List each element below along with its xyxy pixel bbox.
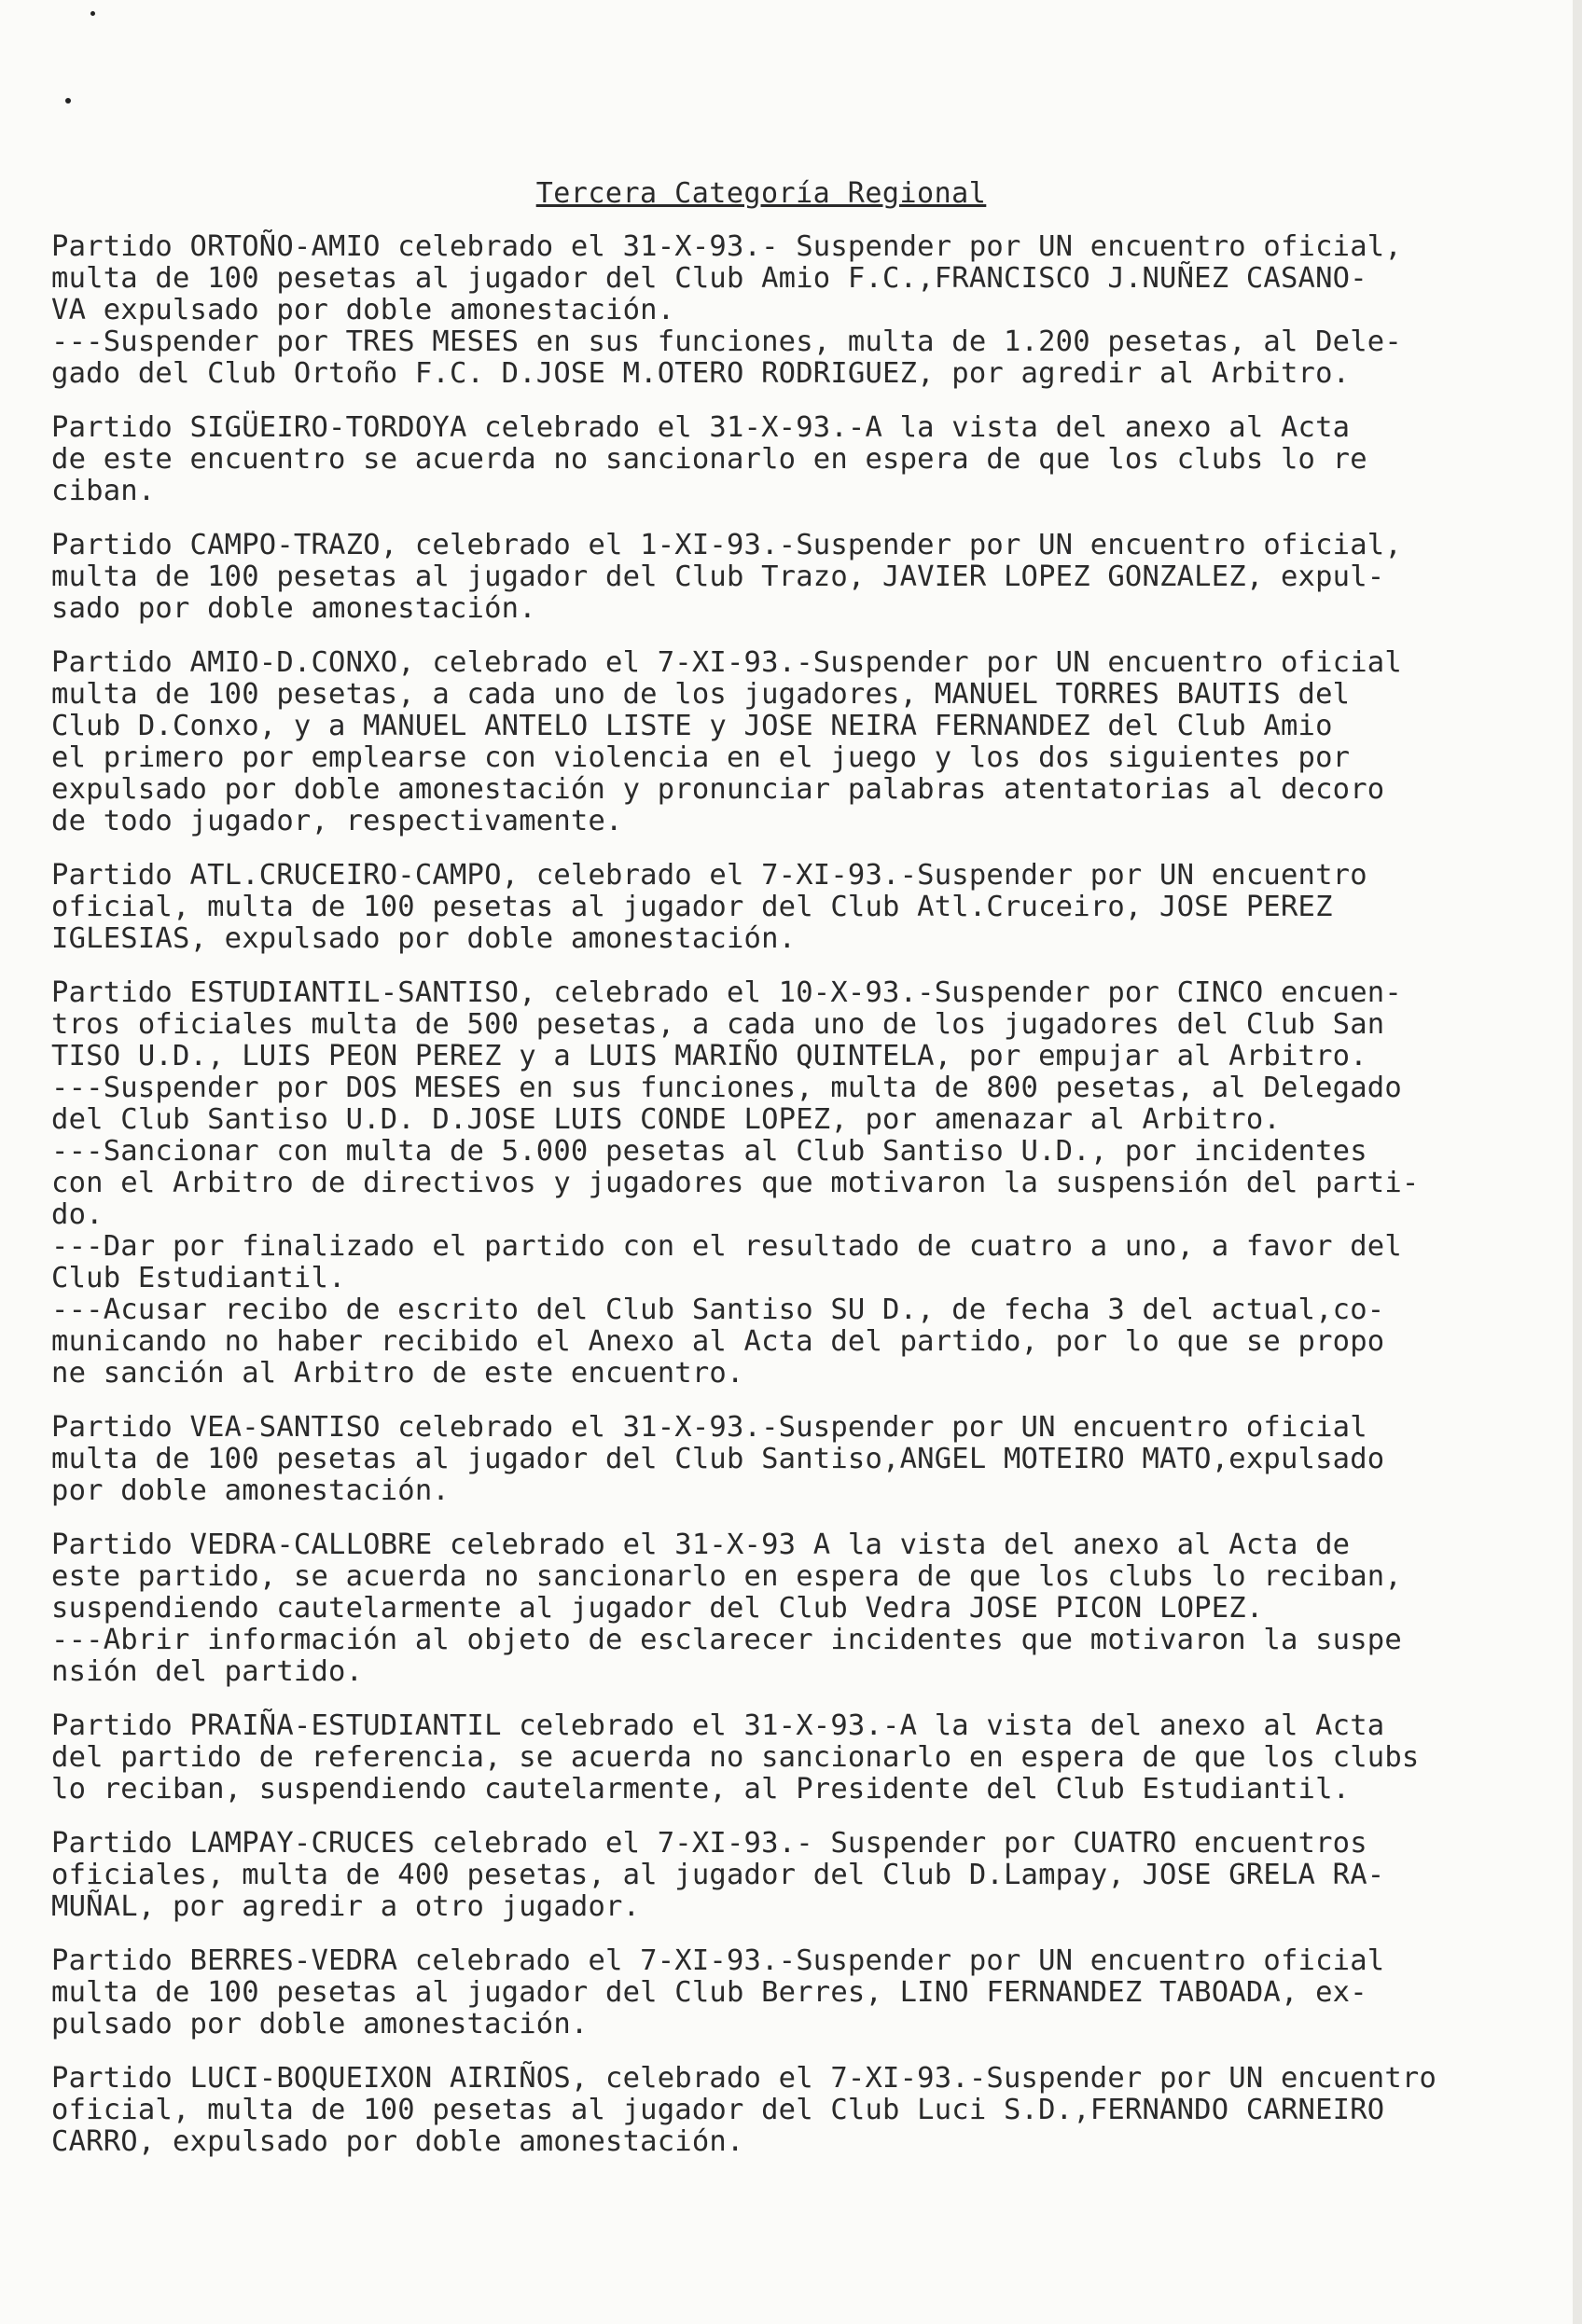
text-line: tros oficiales multa de 500 pesetas, a cada uno de los jugadores del Club San	[51, 1008, 1385, 1041]
text-line: Partido LUCI-BOQUEIXON AIRIÑOS, celebrado el 7-XI-93.-Suspender por UN encuentro	[51, 2062, 1437, 2095]
text-line: multa de 100 pesetas al jugador del Club Berres, LINO FERNANDEZ TABOADA, ex-	[51, 1976, 1367, 2009]
match-entry	[51, 647, 1530, 837]
text-line: Partido LAMPAY-CRUCES celebrado el 7-XI-93.- Suspender por CUATRO encuentros	[51, 1827, 1367, 1860]
text-line: ne sanción al Arbitro de este encuentro.	[51, 1357, 744, 1390]
match-entry	[51, 1529, 1530, 1688]
text-line: do.	[51, 1198, 104, 1231]
text-line: VA expulsado por doble amonestación.	[51, 294, 675, 326]
text-line: de este encuentro se acuerda no sancionarlo en espera de que los clubs lo re	[51, 443, 1367, 476]
match-entry	[51, 977, 1530, 1390]
text-line: Club Estudiantil.	[51, 1262, 346, 1294]
match-entry	[51, 530, 1530, 625]
text-line: expulsado por doble amonestación y pronunciar palabras atentatorias al decoro	[51, 773, 1385, 806]
text-line: del Club Santiso U.D. D.JOSE LUIS CONDE LOPEZ, por amenazar al Arbitro.	[51, 1103, 1281, 1136]
paragraph-gap	[51, 1688, 1530, 1710]
text-line: ---Sancionar con multa de 5.000 pesetas al Club Santiso U.D., por incidentes	[51, 1135, 1367, 1168]
text-line: Partido SIGÜEIRO-TORDOYA celebrado el 31-X-93.-A la vista del anexo al Acta	[51, 411, 1351, 444]
text-line: multa de 100 pesetas al jugador del Club Santiso,ANGEL MOTEIRO MATO,expulsado	[51, 1443, 1385, 1475]
paragraph-gap	[51, 625, 1530, 647]
match-entry	[51, 860, 1530, 955]
document-body	[51, 231, 1530, 2158]
text-line: Partido ORTOÑO-AMIO celebrado el 31-X-93.- Suspender por UN encuentro oficial,	[51, 230, 1402, 263]
text-line: oficial, multa de 100 pesetas al jugador del Club Atl.Cruceiro, JOSE PEREZ	[51, 891, 1333, 923]
paragraph-gap	[51, 390, 1530, 412]
text-line: ---Suspender por DOS MESES en sus funciones, multa de 800 pesetas, al Delegado	[51, 1072, 1402, 1104]
text-line: ---Dar por finalizado el partido con el resultado de cuatro a uno, a favor del	[51, 1230, 1402, 1263]
paragraph-gap	[51, 955, 1530, 977]
specks-mark	[90, 11, 95, 16]
text-line: de todo jugador, respectivamente.	[51, 805, 623, 837]
text-line: Partido AMIO-D.CONXO, celebrado el 7-XI-93.-Suspender por UN encuentro oficial	[51, 646, 1402, 679]
paragraph-gap	[51, 1507, 1530, 1529]
text-line: nsión del partido.	[51, 1655, 364, 1688]
text-line: ---Suspender por TRES MESES en sus funciones, multa de 1.200 pesetas, al Dele-	[51, 325, 1402, 358]
text-line: Partido ATL.CRUCEIRO-CAMPO, celebrado el 7-XI-93.-Suspender por UN encuentro	[51, 859, 1367, 892]
match-entry	[51, 2063, 1530, 2158]
text-line: ---Acusar recibo de escrito del Club Santiso SU D., de fecha 3 del actual,co-	[51, 1293, 1385, 1326]
text-line: Partido VEDRA-CALLOBRE celebrado el 31-X-93 A la vista del anexo al Acta de	[51, 1529, 1351, 1561]
match-entry	[51, 1945, 1530, 2040]
paragraph-gap	[51, 1805, 1530, 1828]
text-line: lo reciban, suspendiendo cautelarmente, al Presidente del Club Estudiantil.	[51, 1773, 1351, 1805]
text-line: gado del Club Ortoño F.C. D.JOSE M.OTERO RODRIGUEZ, por agredir al Arbitro.	[51, 357, 1351, 390]
text-line: IGLESIAS, expulsado por doble amonestación.	[51, 922, 797, 955]
text-line: del partido de referencia, se acuerda no sancionarlo en espera de que los clubs	[51, 1741, 1420, 1774]
text-line: Partido CAMPO-TRAZO, celebrado el 1-XI-93.-Suspender por UN encuentro oficial,	[51, 529, 1402, 561]
match-entry	[51, 231, 1530, 390]
text-line: ciban.	[51, 475, 156, 507]
text-line: Partido VEA-SANTISO celebrado el 31-X-93.-Suspender por UN encuentro oficial	[51, 1411, 1367, 1444]
match-entry	[51, 1412, 1530, 1507]
specks-mark	[65, 98, 71, 104]
text-line: por doble amonestación.	[51, 1474, 450, 1507]
paragraph-gap	[51, 1390, 1530, 1412]
text-line: ---Abrir información al objeto de esclarecer incidentes que motivaron la suspe	[51, 1624, 1402, 1656]
paragraph-gap	[51, 2040, 1530, 2063]
text-line: municando no haber recibido el Anexo al Acta del partido, por lo que se propo	[51, 1325, 1385, 1358]
match-entry	[51, 412, 1530, 507]
text-line: CARRO, expulsado por doble amonestación.	[51, 2125, 744, 2158]
text-line: suspendiendo cautelarmente al jugador del Club Vedra JOSE PICON LOPEZ.	[51, 1592, 1264, 1625]
text-line: multa de 100 pesetas al jugador del Club Trazo, JAVIER LOPEZ GONZALEZ, expul-	[51, 560, 1385, 593]
text-line: con el Arbitro de directivos y jugadores que motivaron la suspensión del parti-	[51, 1167, 1420, 1199]
text-line: MUÑAL, por agredir a otro jugador.	[51, 1890, 641, 1923]
text-line: oficiales, multa de 400 pesetas, al jugador del Club D.Lampay, JOSE GRELA RA-	[51, 1859, 1385, 1891]
text-line: Club D.Conxo, y a MANUEL ANTELO LISTE y JOSE NEIRA FERNANDEZ del Club Amio	[51, 710, 1333, 742]
text-line: multa de 100 pesetas, a cada uno de los jugadores, MANUEL TORRES BAUTIS del	[51, 678, 1351, 711]
text-line: pulsado por doble amonestación.	[51, 2008, 589, 2040]
text-line: TISO U.D., LUIS PEON PEREZ y a LUIS MARIÑO QUINTELA, por empujar al Arbitro.	[51, 1040, 1367, 1072]
text-line: Partido ESTUDIANTIL-SANTISO, celebrado el 10-X-93.-Suspender por CINCO encuen-	[51, 976, 1402, 1009]
text-line: este partido, se acuerda no sancionarlo en espera de que los clubs lo reciban,	[51, 1560, 1402, 1593]
match-entry	[51, 1710, 1530, 1805]
text-line: sado por doble amonestación.	[51, 592, 536, 625]
text-line: Partido BERRES-VEDRA celebrado el 7-XI-93.-Suspender por UN encuentro oficial	[51, 1944, 1385, 1977]
text-line: el primero por emplearse con violencia en el juego y los dos siguientes por	[51, 741, 1351, 774]
text-line: multa de 100 pesetas al jugador del Club Amio F.C.,FRANCISCO J.NUÑEZ CASANO-	[51, 262, 1367, 295]
paragraph-gap	[51, 507, 1530, 530]
text-line: Partido PRAIÑA-ESTUDIANTIL celebrado el 31-X-93.-A la vista del anexo al Acta	[51, 1709, 1385, 1742]
paragraph-gap	[51, 837, 1530, 860]
match-entry	[51, 1828, 1530, 1923]
paragraph-gap	[51, 1923, 1530, 1945]
page-title: Tercera Categoría Regional	[535, 177, 987, 210]
text-line: oficial, multa de 100 pesetas al jugador del Club Luci S.D.,FERNANDO CARNEIRO	[51, 2094, 1385, 2126]
